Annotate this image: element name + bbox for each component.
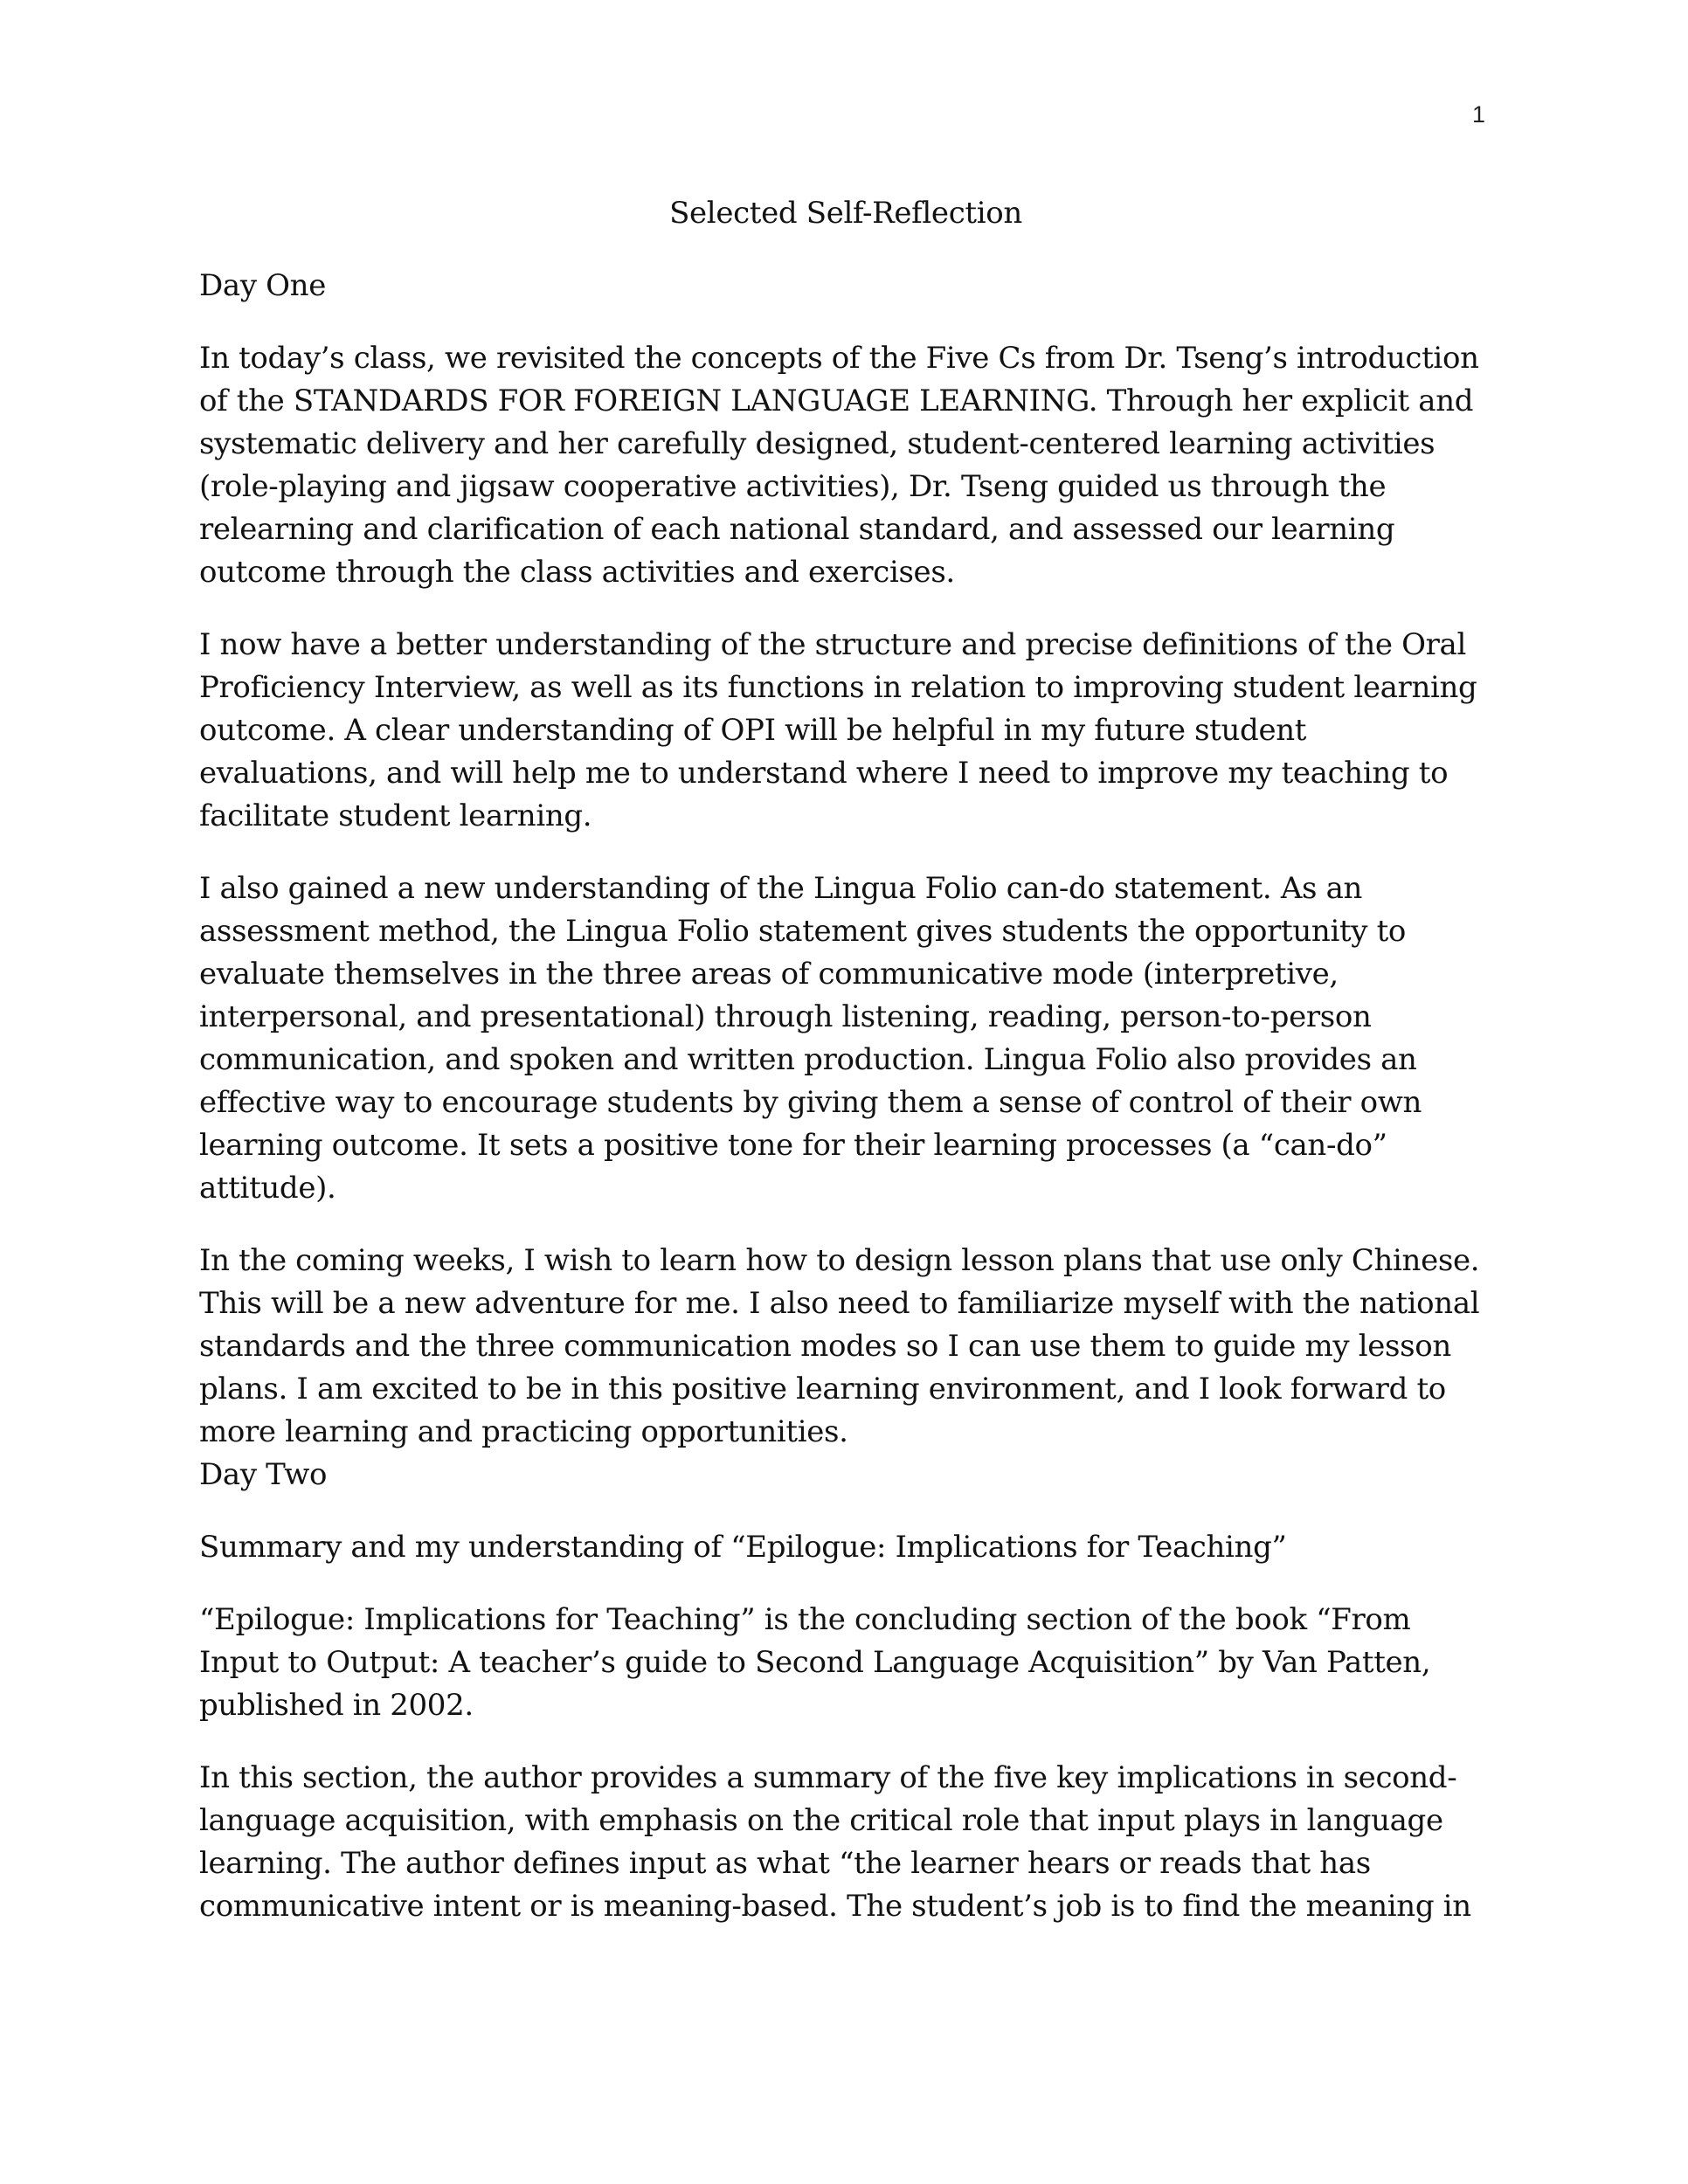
document-title: Selected Self-Reflection	[669, 196, 1022, 231]
day-one-paragraph-1: In today’s class, we revisited the concepts of the Five Cs from Dr. Tseng’s introduction of the STANDARDS FOR FOREIGN LANGUAGE LEARNING. Through her explicit and systematic delivery and her carefully designed, student-centered learning activities (role-playing and jigsaw cooperative activities), Dr. Tseng guided us through the relearning and clarification of each national standard, and assessed our learning outcome through the class activities and exercises.	[199, 341, 1479, 590]
day-one-paragraph-4: In the coming weeks, I wish to learn how to design lesson plans that use only Chinese. This will be a new adventure for me. I also need to familiarize myself with the national standards and the three communication modes so I can use them to guide my lesson plans. I am excited to be in this positive learning environment, and I look forward to more learning and practicing opportunities.	[199, 1243, 1480, 1449]
day-two-paragraph-2: “Epilogue: Implications for Teaching” is the concluding section of the book “From Input to Output: A teacher’s guide to Second Language Acquisition” by Van Patten, published in 2002.	[199, 1602, 1431, 1723]
day-one-paragraph-2: I now have a better understanding of the structure and precise definitions of the Oral Proficiency Interview, as well as its functions in relation to improving student learning outcome. A clear understanding of OPI will be helpful in my future student evaluations, and will help me to understand where I need to improve my teaching to facilitate student learning.	[199, 627, 1477, 833]
section-heading-day-one: Day One	[199, 268, 326, 303]
day-two-paragraph-1: Summary and my understanding of “Epilogue: Implications for Teaching”	[199, 1530, 1287, 1565]
section-day-one	[199, 265, 1492, 1454]
day-two-paragraph-3: In this section, the author provides a summary of the five key implications in second-language acquisition, with emphasis on the critical role that input plays in language learning. The author defines input as what “the learner hears or reads that has communicative intent or is meaning-based. The student’s job is to find the meaning in	[199, 1760, 1471, 1924]
day-one-paragraph-3: I also gained a new understanding of the Lingua Folio can-do statement. As an assessment method, the Lingua Folio statement gives students the opportunity to evaluate themselves in the three areas of communicative mode (interpretive, interpersonal, and presentational) through listening, reading, person-to-person communication, and spoken and written production. Lingua Folio also provides an effective way to encourage students by giving them a sense of control of their own learning outcome. It sets a positive tone for their learning processes (a “can-do” attitude).	[199, 871, 1422, 1206]
section-day-two	[199, 1454, 1492, 1928]
section-heading-day-two: Day Two	[199, 1457, 328, 1492]
document-body	[199, 192, 1492, 1928]
page-number: 1	[1471, 101, 1485, 128]
